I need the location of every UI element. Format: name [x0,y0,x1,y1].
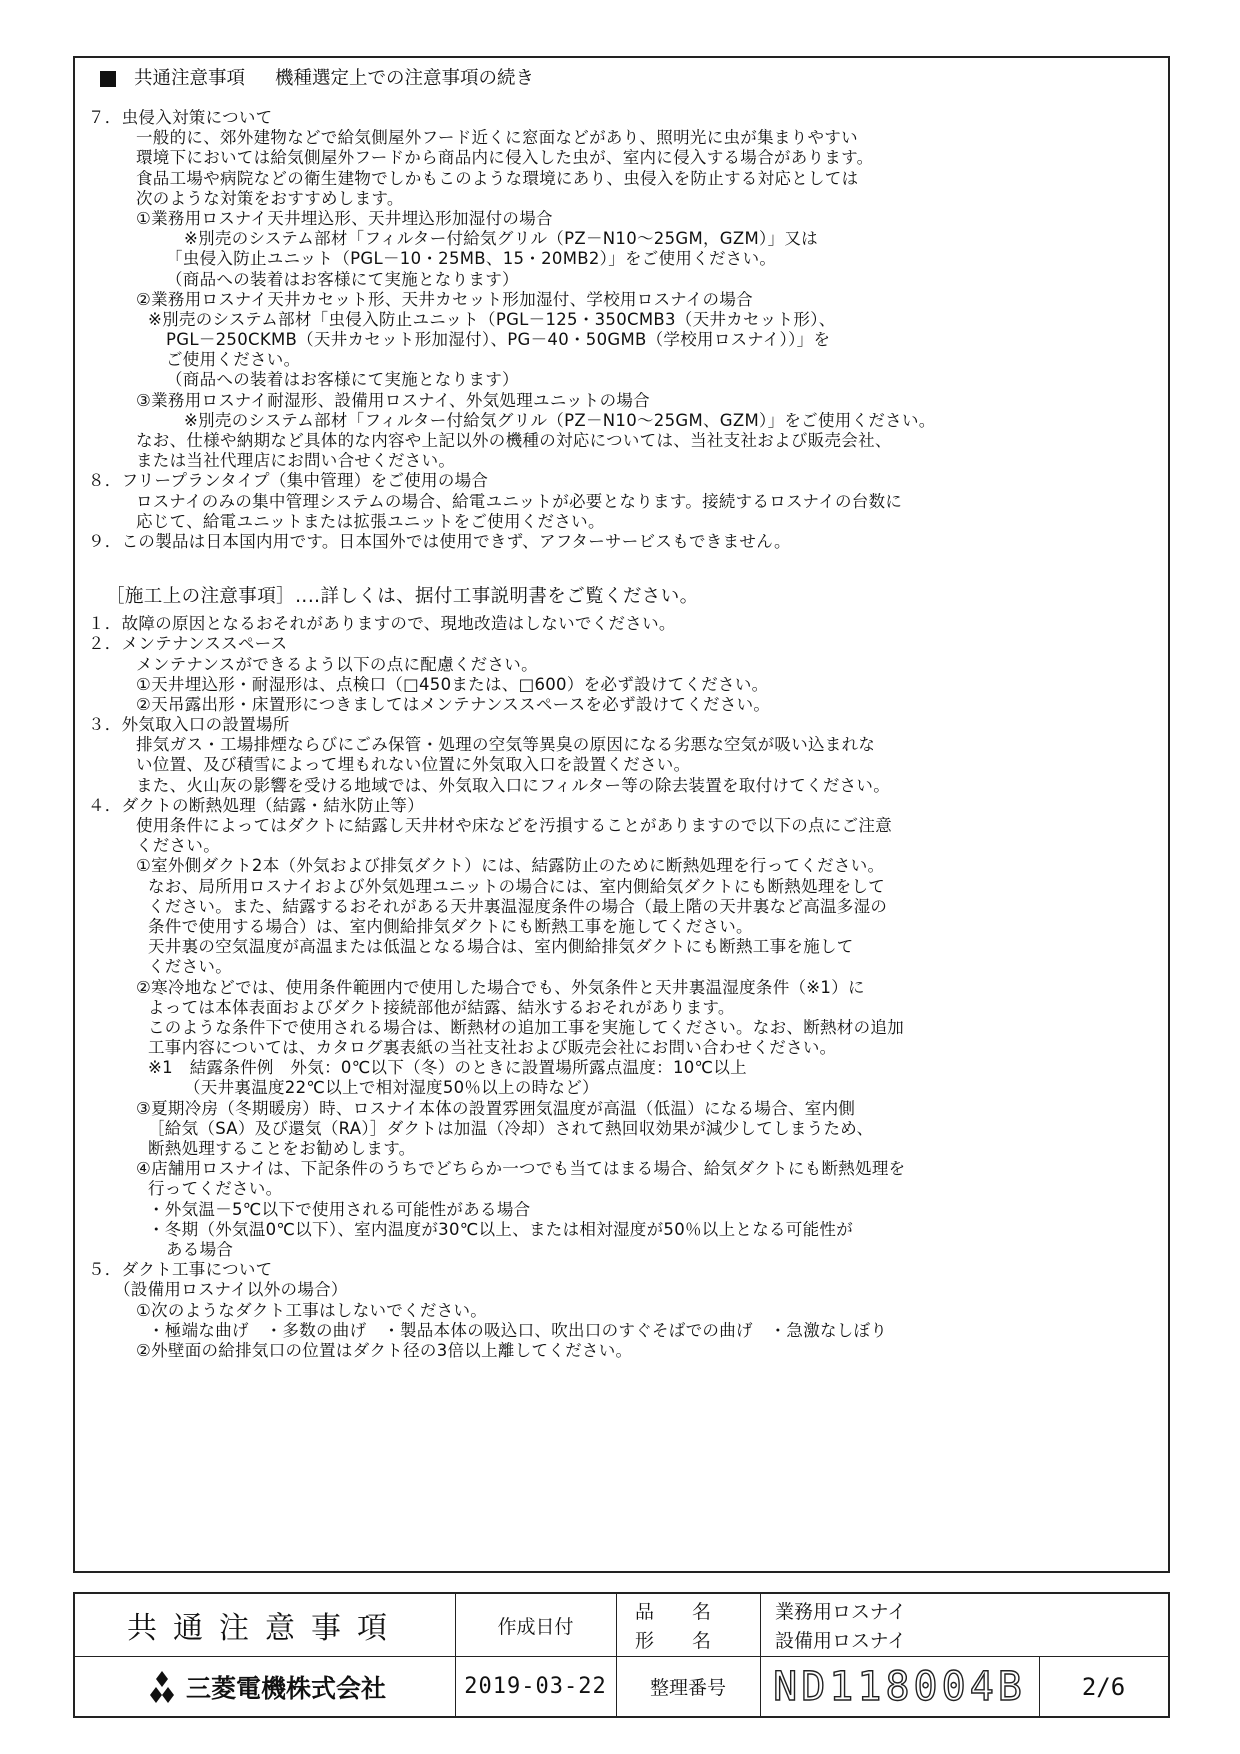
construction-note-line: 行ってください。 [148,1179,283,1199]
construction-notes-title: ［施工上の注意事項］‥‥詳しくは、据付工事説明書をご覧ください。 [106,586,699,608]
selection-note-line: ※別売のシステム部材「フィルター付給気グリル（PZ－N10～25GM、GZM）」をご使用ください。 [184,410,936,430]
construction-note-line: よっては本体表面およびダクト接続部他が結露、結氷するおそれがあります。 [148,997,735,1017]
bullet-square-icon [100,71,116,87]
selection-note-line: ご使用ください。 [166,350,301,370]
section-header [100,64,1158,94]
selection-note-line: ８．フリープランタイプ（集中管理）をご使用の場合 [88,471,489,491]
construction-note-line: ②外壁面の給排気口の位置はダクト径の3倍以上離してください。 [136,1340,633,1360]
construction-notes [88,614,1158,1361]
construction-note-line: ※1 結露条件例 外気：0℃以下（冬）のときに設置場所露点温度：10℃以上 [148,1058,747,1078]
construction-note-line: 排気ガス・工場排煙ならびにごみ保管・処理の空気等異臭の原因になる劣悪な空気が吸い込まれな [136,735,876,755]
construction-note-line: ③夏期冷房（冬期暖房）時、ロスナイ本体の設置雰囲気温度が高温（低温）になる場合、室内側 [136,1098,856,1118]
selection-note-line: （商品への装着はお客様にて実施となります） [166,370,519,390]
construction-note-line: 使用条件によってはダクトに結露し天井材や床などを汚損することがありますので以下の点にご注意 [136,816,892,835]
construction-note-line: ②寒冷地などでは、使用条件範囲内で使用した場合でも、外気条件と天井裏温湿度条件（※1）に [136,977,865,997]
construction-note-line: （設備用ロスナイ以外の場合） [114,1280,348,1300]
construction-note-line: ・外気温－5℃以下で使用される可能性がある場合 [148,1199,531,1219]
selection-note-line: ９．この製品は日本国内用です。日本国外では使用できず、アフターサービスもできません。 [88,531,791,551]
construction-note-line: 天井裏の空気温度が高温または低温となる場合は、室内側給排気ダクトにも断熱工事を施して [148,937,854,957]
construction-note-line: ください。 [136,836,220,856]
document-title: 共通注意事項 [127,1611,403,1646]
construction-note-line: １．故障の原因となるおそれがありますので、現地改造はしないでください。 [88,614,676,634]
product-name-label: 品 名 [635,1601,712,1623]
model-name-label: 形 名 [635,1630,712,1652]
construction-note-line: ④店舗用ロスナイは、下記条件のうちでどちらか一つでも当てはまる場合、給気ダクトにも断熱処理を [136,1159,906,1179]
construction-note-line: また、火山灰の影響を受ける地域では、外気取入口にフィルター等の除去装置を取付けてください。 [136,775,891,795]
selection-note-line: PGL－250CKMB（天井カセット形加湿付）、PG－40・50GMB（学校用ロスナイ））」を [166,330,831,350]
created-date: 2019-03-22 [464,1674,607,1699]
construction-note-line: い位置、及び積雪によって埋もれない位置に外気取入口を設置ください。 [136,755,691,775]
document-body [88,64,1158,1361]
construction-note-line: （天井裏温度22℃以上で相対湿度50％以上の時など） [184,1078,599,1098]
construction-note-line: ５．ダクト工事について [88,1260,273,1280]
construction-note-line: ①天井埋込形・耐湿形は、点検口（□450または、□600）を必ず設けてください。 [136,674,769,694]
selection-note-line: 次のような対策をおすすめします。 [136,188,404,208]
construction-note-line: ある場合 [166,1239,234,1259]
construction-note-line: ください。 [148,957,232,977]
header-subtitle: 機種選定上での注意事項の続き [275,68,535,89]
selection-note-line: ※別売のシステム部材「フィルター付給気グリル（PZ－N10～25GM，GZM）」又は [184,229,818,249]
selection-note-line: または当社代理店にお問い合せください。 [136,451,456,471]
company-name: 三菱電機株式会社 [185,1673,386,1703]
construction-note-line: 断熱処理することをお勧めします。 [148,1139,416,1158]
construction-note-line: ４．ダクトの断熱処理（結露・結氷防止等） [88,795,424,815]
reference-number-label: 整理番号 [649,1677,726,1699]
selection-notes [88,108,1158,552]
construction-note-line: ①室外側ダクト2本（外気および排気ダクト）には、結露防止のために断熱処理を行ってください。 [136,856,885,876]
page-number: 2/6 [1081,1672,1126,1701]
construction-note-line: なお、局所用ロスナイおよび外気処理ユニットの場合には、室内側給気ダクトにも断熱処理をして [148,876,886,896]
selection-note-line: ※別売のシステム部材「虫侵入防止ユニット（PGL－125・350CMB3（天井カセット形）、 [148,309,836,329]
company-logo [75,1657,455,1716]
selection-note-line: 環境下においては給気側屋外フードから商品内に侵入した虫が、室内に侵入する場合があります。 [136,148,874,168]
selection-note-line: ②業務用ロスナイ天井カセット形、天井カセット形加湿付、学校用ロスナイの場合 [136,289,753,309]
construction-note-line: ・冬期（外気温0℃以下）、室内温度が30℃以上、または相対湿度が50％以上となる可能性が [148,1219,853,1239]
header-title: 共通注意事項 [134,68,246,89]
selection-note-line: 応じて、給電ユニットまたは拡張ユニットをご使用ください。 [136,511,605,531]
construction-note-line: メンテナンスができるよう以下の点に配慮ください。 [136,654,538,674]
construction-note-line: ２．メンテナンススペース [88,634,288,654]
selection-note-line: 「虫侵入防止ユニット（PGL－10・25MB、15・20MB2）」をご使用ください。 [166,249,777,269]
created-date-label: 作成日付 [497,1615,574,1638]
model-name-value: 設備用ロスナイ [775,1630,907,1652]
selection-note-line: ７．虫侵入対策について [88,108,273,127]
selection-note-line: （商品への装着はお客様にて実施となります） [166,269,519,289]
construction-note-line: 工事内容については、カタログ裏表紙の当社支社および販売会社にお問い合わせください。 [148,1038,837,1058]
construction-note-line: ください。また、結露するおそれがある天井裏温湿度条件の場合（最上階の天井裏など高温多湿の [148,896,888,916]
selection-note-line: 一般的に、郊外建物などで給気側屋外フード近くに窓面などがあり、照明光に虫が集まりやすい [136,128,858,148]
selection-note-line: ロスナイのみの集中管理システムの場合、給電ユニットが必要となります。接続するロスナイの台数に [136,491,903,511]
selection-note-line: なお、仕様や納期など具体的な内容や上記以外の機種の対応については、当社支社および販売会社、 [136,431,892,450]
construction-note-line: このような条件下で使用される場合は、断熱材の追加工事を実施してください。なお、断熱材の追加 [148,1017,904,1037]
selection-note-line: 食品工場や病院などの衛生建物でしかもこのような環境にあり、虫侵入を防止する対応としては [136,168,859,188]
selection-note-line: ③業務用ロスナイ耐湿形、設備用ロスナイ、外気処理ユニットの場合 [136,390,650,410]
title-block [73,1592,1170,1718]
construction-note-line: 条件で使用する場合）は、室内側給排気ダクトにも断熱工事を施してください。 [148,916,753,936]
construction-note-line: ［給気（SA）及び還気（RA）］ダクトは加温（冷却）されて熱回収効果が減少してしまうため、 [148,1118,874,1138]
document-number: ND118004B [773,1663,1026,1710]
selection-note-line: ①業務用ロスナイ天井埋込形、天井埋込形加湿付の場合 [136,208,553,228]
product-name-value: 業務用ロスナイ [775,1601,907,1623]
construction-note-line: ３．外気取入口の設置場所 [88,715,290,735]
construction-note-line: ①次のようなダクト工事はしないでください。 [136,1300,488,1320]
construction-note-line: ・極端な曲げ ・多数の曲げ ・製品本体の吸込口、吹出口のすぐそばでの曲げ ・急激なしぼり [148,1320,888,1340]
mitsubishi-diamonds-icon [144,1671,180,1703]
construction-note-line: ②天吊露出形・床置形につきましてはメンテナンススペースを必ず設けてください。 [136,694,771,714]
